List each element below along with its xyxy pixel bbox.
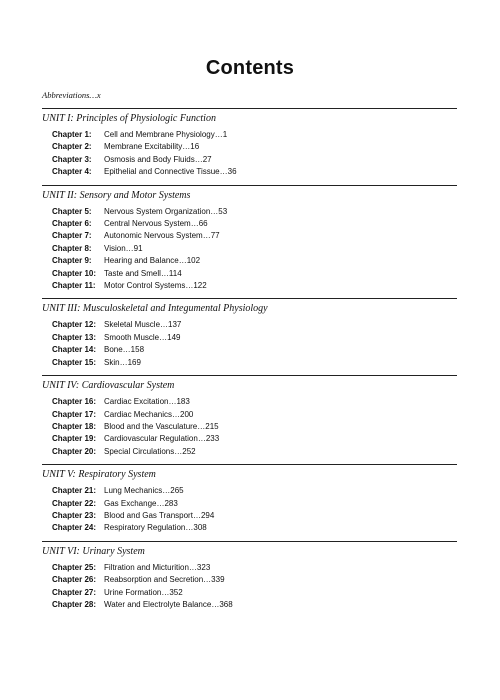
chapter-number: Chapter 8:	[52, 243, 92, 253]
chapter-list	[52, 485, 457, 535]
chapter-title: Cell and Membrane Physiology…1	[104, 130, 228, 139]
chapter-number: Chapter 7:	[52, 231, 92, 241]
chapter-entry[interactable]	[52, 485, 457, 497]
chapter-entry[interactable]	[52, 446, 457, 458]
chapter-title: Blood and Gas Transport…294	[104, 510, 215, 520]
unit-title: UNIT IV: Cardiovascular System	[42, 380, 175, 392]
chapter-title: Smooth Muscle…149	[104, 332, 181, 342]
chapter-title: Filtration and Micturition…323	[104, 562, 211, 572]
chapter-title: Motor Control Systems…122	[104, 281, 207, 291]
unit-title: UNIT VI: Urinary System	[42, 545, 145, 557]
chapter-title: Hearing and Balance…102	[104, 256, 201, 266]
chapter-title: Nervous System Organization…53	[104, 206, 228, 216]
chapter-entry[interactable]	[52, 409, 457, 421]
chapter-title: Central Nervous System…66	[104, 219, 208, 229]
unit-section	[42, 298, 457, 369]
chapter-number: Chapter 3:	[52, 154, 92, 164]
chapter-number: Chapter 14:	[52, 345, 97, 355]
chapter-entry[interactable]	[52, 574, 457, 586]
chapter-number: Chapter 26:	[52, 575, 97, 585]
unit-section	[42, 541, 457, 612]
chapter-title: Lung Mechanics…265	[104, 486, 184, 496]
chapter-entry[interactable]	[52, 332, 457, 344]
chapter-title: Blood and the Vasculature…215	[104, 421, 219, 431]
chapter-number: Chapter 1:	[52, 130, 92, 139]
chapter-title: Skin…169	[104, 357, 141, 367]
page-title: Contents	[205, 57, 295, 79]
chapter-title: Reabsorption and Secretion…339	[104, 575, 225, 585]
chapter-number: Chapter 9:	[52, 256, 92, 266]
chapter-number: Chapter 6:	[52, 219, 92, 229]
chapter-number: Chapter 13:	[52, 332, 97, 342]
chapter-number: Chapter 17:	[52, 409, 97, 419]
chapter-entry[interactable]	[52, 268, 457, 280]
chapter-number: Chapter 15:	[52, 357, 97, 367]
chapter-entry[interactable]	[52, 433, 457, 445]
chapter-title: Water and Electrolyte Balance…368	[104, 599, 233, 609]
chapter-number: Chapter 20:	[52, 446, 97, 456]
chapter-title: Epithelial and Connective Tissue…36	[104, 167, 237, 177]
chapter-entry[interactable]	[52, 498, 457, 510]
chapter-list	[52, 129, 457, 179]
chapter-entry[interactable]	[52, 230, 457, 242]
chapter-entry[interactable]	[52, 319, 457, 331]
chapter-entry[interactable]	[52, 587, 457, 599]
chapter-number: Chapter 4:	[52, 167, 92, 177]
chapter-title: Gas Exchange…283	[104, 498, 178, 508]
chapter-title: Special Circulations…252	[104, 446, 196, 456]
chapter-entry[interactable]	[52, 166, 457, 178]
chapter-entry[interactable]	[52, 255, 457, 267]
chapter-entry[interactable]	[52, 344, 457, 356]
chapter-entry[interactable]	[52, 421, 457, 433]
chapter-title: Cardiovascular Regulation…233	[104, 434, 220, 444]
chapter-list	[52, 206, 457, 293]
chapter-entry[interactable]	[52, 206, 457, 218]
unit-title: UNIT II: Sensory and Motor Systems	[42, 189, 191, 201]
chapter-number: Chapter 2:	[52, 142, 92, 152]
chapter-entry[interactable]	[52, 154, 457, 166]
chapter-entry[interactable]	[52, 280, 457, 292]
chapter-number: Chapter 18:	[52, 421, 97, 431]
chapter-number: Chapter 21:	[52, 486, 97, 496]
chapter-entry[interactable]	[52, 562, 457, 574]
chapter-number: Chapter 28:	[52, 599, 97, 609]
chapter-number: Chapter 16:	[52, 397, 97, 407]
chapter-entry[interactable]	[52, 243, 457, 255]
chapter-title: Respiratory Regulation…308	[104, 523, 207, 533]
chapter-number: Chapter 5:	[52, 206, 92, 216]
chapter-title: Cardiac Excitation…183	[104, 397, 190, 407]
unit-title: UNIT III: Musculoskeletal and Integumental Physiology	[42, 303, 268, 315]
chapter-title: Skeletal Muscle…137	[104, 320, 182, 330]
chapter-list	[52, 319, 457, 369]
chapter-number: Chapter 19:	[52, 434, 97, 444]
chapter-title: Autonomic Nervous System…77	[104, 231, 220, 241]
unit-section	[42, 464, 457, 535]
chapter-title: Cardiac Mechanics…200	[104, 409, 194, 419]
chapter-entry[interactable]	[52, 510, 457, 522]
chapter-title: Osmosis and Body Fluids…27	[104, 154, 212, 164]
chapter-entry[interactable]	[52, 599, 457, 611]
unit-title: UNIT I: Principles of Physiologic Function	[42, 113, 216, 124]
unit-section	[42, 185, 457, 293]
chapter-number: Chapter 12:	[52, 320, 97, 330]
unit-title: UNIT V: Respiratory System	[42, 469, 156, 481]
chapter-entry[interactable]	[52, 141, 457, 153]
chapter-title: Urine Formation…352	[104, 587, 183, 597]
chapter-number: Chapter 27:	[52, 587, 97, 597]
chapter-number: Chapter 11:	[52, 281, 96, 291]
unit-section	[42, 375, 457, 458]
chapter-number: Chapter 23:	[52, 510, 97, 520]
unit-section	[42, 108, 457, 179]
chapter-entry[interactable]	[52, 396, 457, 408]
chapter-title: Taste and Smell…114	[104, 268, 182, 278]
chapter-entry[interactable]	[52, 218, 457, 230]
chapter-entry[interactable]	[52, 522, 457, 534]
chapter-number: Chapter 25:	[52, 562, 97, 572]
chapter-title: Bone…158	[104, 345, 145, 355]
chapter-entry[interactable]	[52, 357, 457, 369]
chapter-number: Chapter 10:	[52, 268, 97, 278]
chapter-number: Chapter 22:	[52, 498, 97, 508]
chapter-title: Vision…91	[104, 243, 143, 253]
abbreviations-entry[interactable]: Abbreviations…x	[42, 90, 101, 100]
chapter-number: Chapter 24:	[52, 523, 97, 533]
chapter-entry[interactable]	[52, 129, 457, 141]
units-list	[42, 108, 457, 617]
chapter-list	[52, 562, 457, 612]
chapter-title: Membrane Excitability…16	[104, 142, 200, 152]
chapter-list	[52, 396, 457, 458]
